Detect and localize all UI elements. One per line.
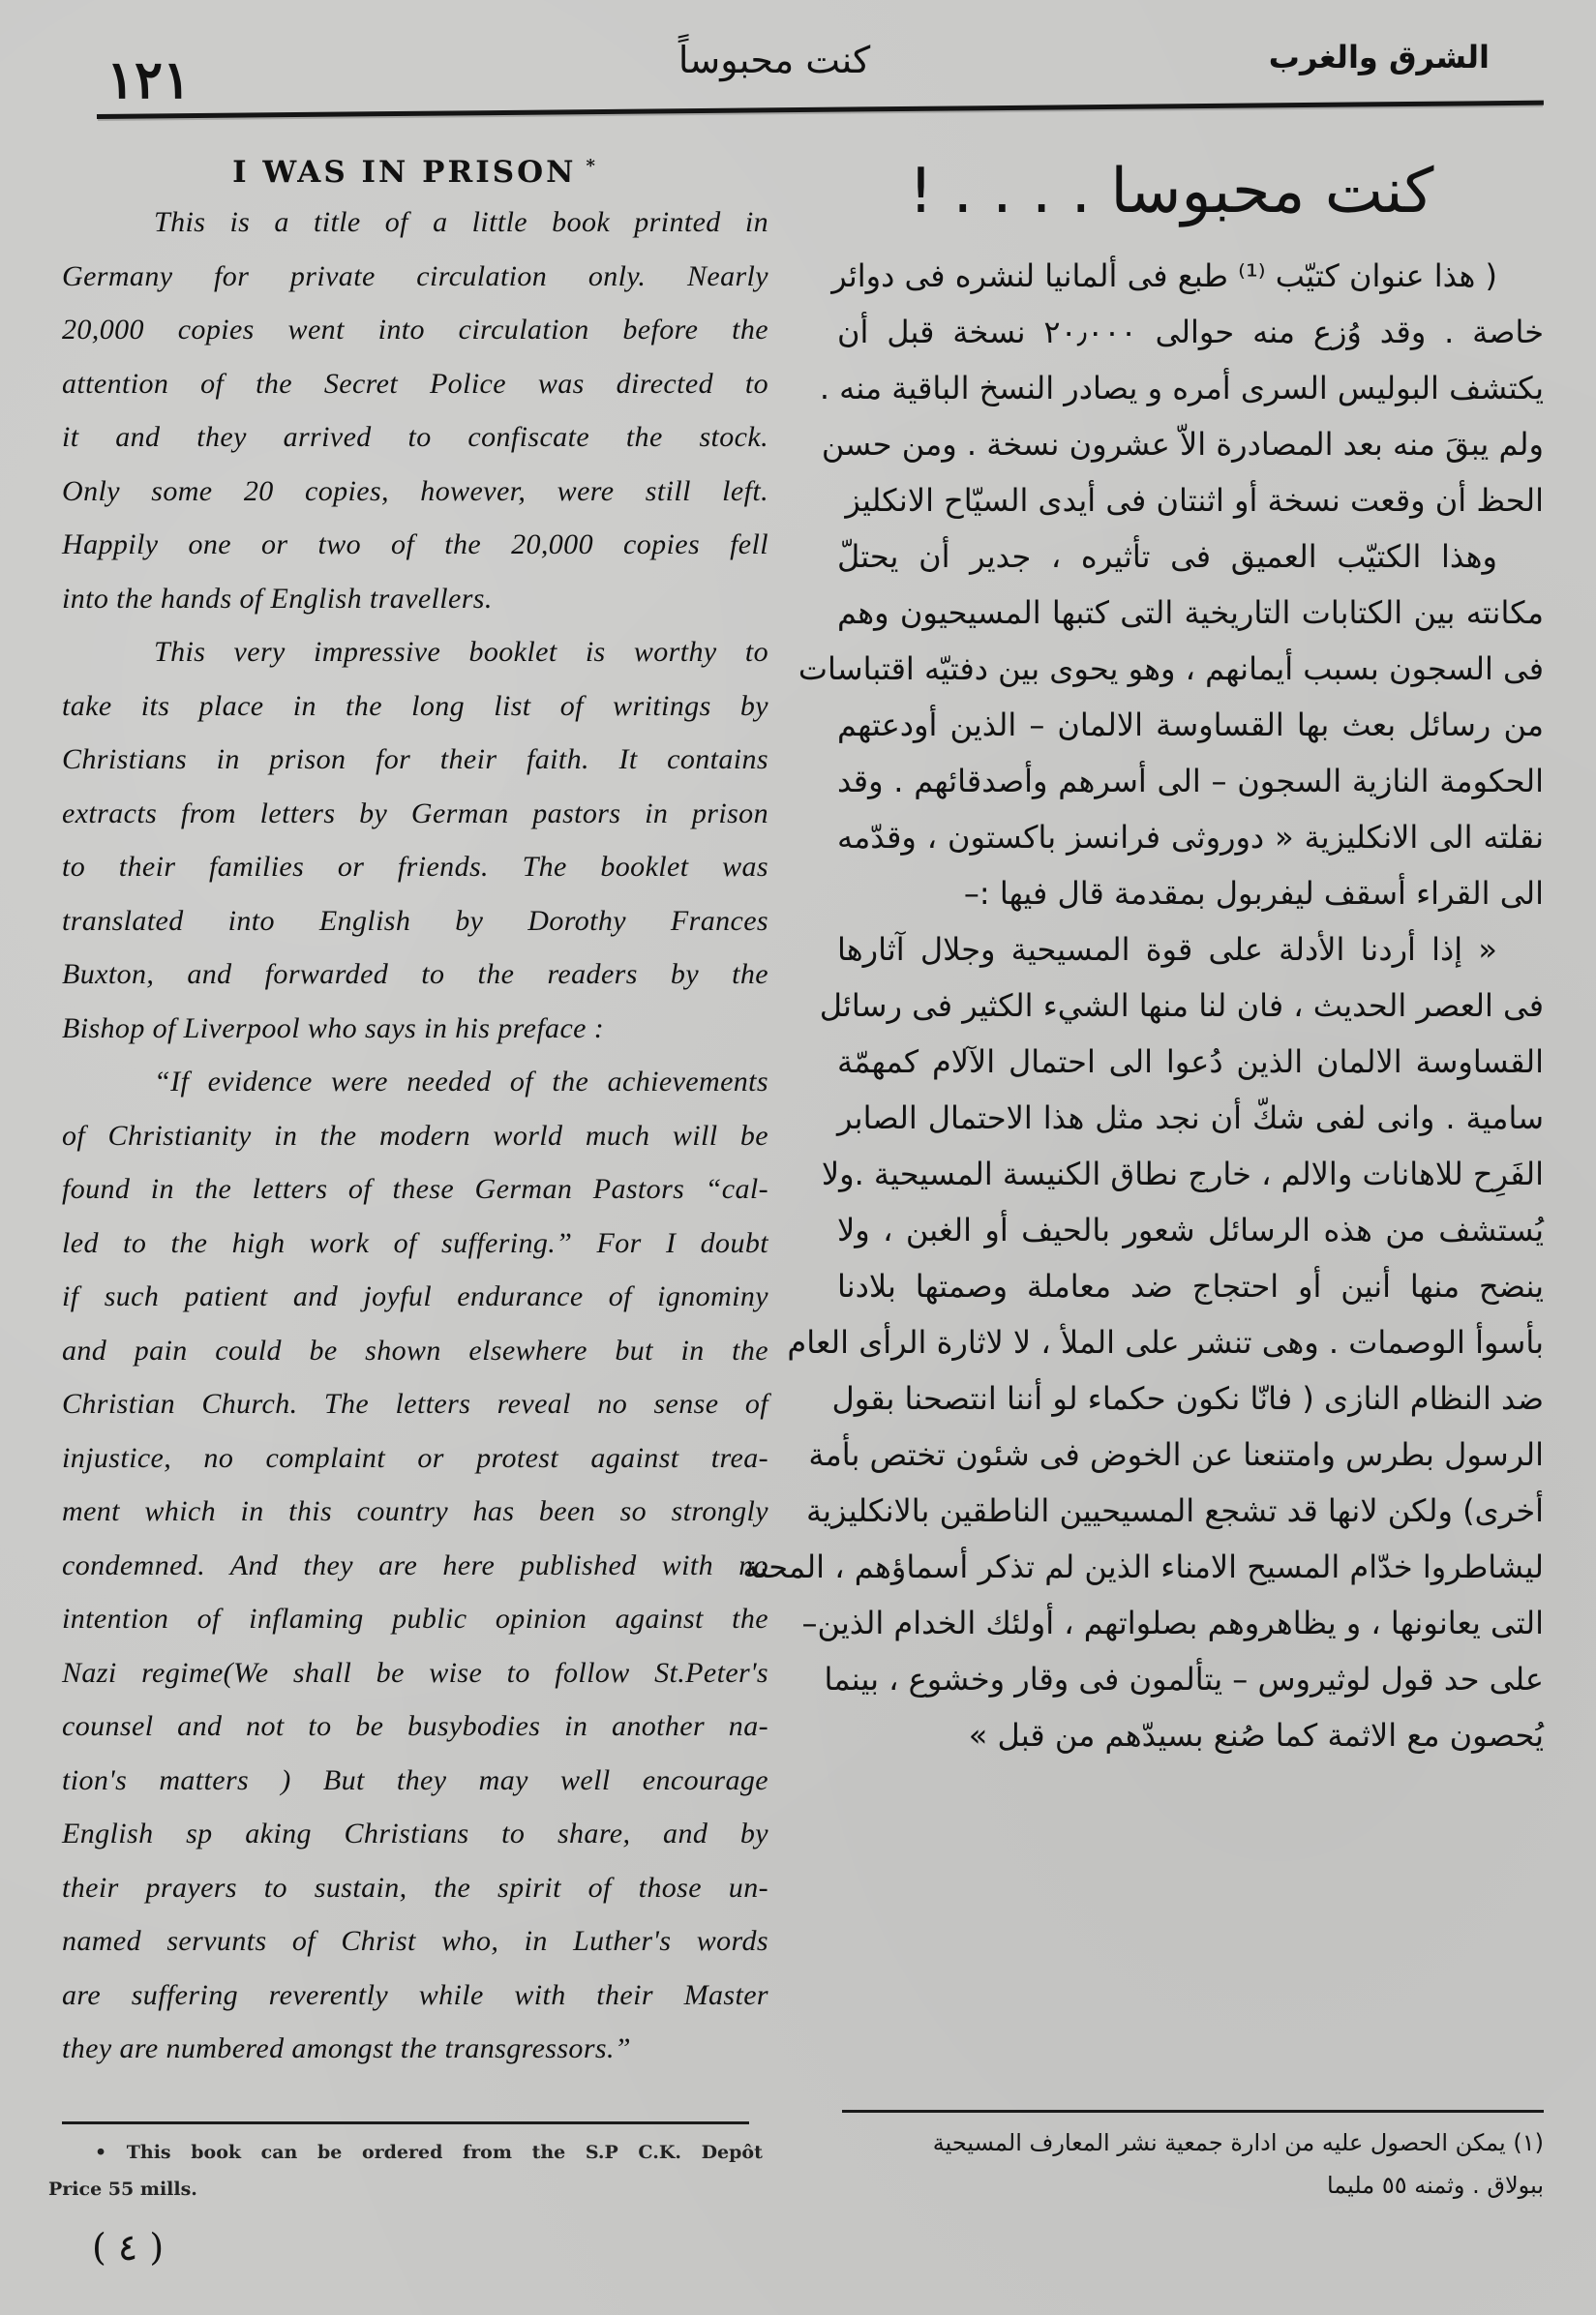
english-paragraph bbox=[62, 1055, 768, 2076]
english-text-line: Buxton, and forwarded to the readers by the bbox=[62, 958, 768, 990]
english-text-line: “If evidence were needed of the achievements bbox=[154, 1066, 768, 1097]
arabic-text-line: ( هذا عنوان كتيّب ⁽¹⁾ طبع فى ألمانيا لنشره فى دوائر bbox=[831, 257, 1497, 294]
english-text-line: tion's matters ) But they may well encourage bbox=[62, 1763, 768, 1796]
arabic-body bbox=[742, 248, 1545, 1763]
arabic-paragraph bbox=[819, 248, 1545, 528]
english-text-line: named servunts of Christ who, in Luther's words bbox=[62, 1925, 768, 1957]
arabic-text-line: سامية . وانى لفى شكّ أن نجد مثل هذا الاحتمال الصابر bbox=[837, 1099, 1544, 1136]
english-body bbox=[62, 195, 768, 2076]
arabic-text-line: ضد النظام النازى ( فانّا نكون حكماء لو أننا انتصحنا بقول bbox=[831, 1380, 1544, 1417]
english-footnote-line: • This book can be ordered from the S.P C.K. Depôt bbox=[95, 2142, 763, 2163]
english-text-line: Bishop of Liverpool who says in his preface : bbox=[62, 1011, 605, 1044]
arabic-text-line: فى السجون بسبب أيمانهم ، وهو يحوى بين دفتيّه اقتباسات bbox=[798, 650, 1544, 687]
arabic-text-line: نقلته الى الانكليزية « دوروثى فرانسز باكستون ، وقدّمه bbox=[837, 819, 1544, 856]
english-text-line: translated into English by Dorothy Frances bbox=[62, 904, 768, 937]
english-text-line: of Christianity in the modern world much will be bbox=[62, 1119, 768, 1152]
english-text-line: This is a title of a little book printed in bbox=[154, 206, 768, 238]
english-text-line: Christians in prison for their faith. It contains bbox=[62, 743, 768, 775]
english-text-line: if such patient and joyful endurance of ignominy bbox=[62, 1280, 768, 1312]
page-number-bottom: ( ٤ ) bbox=[92, 2226, 165, 2269]
arabic-text-line: بأسوأ الوصمات . وهى تنشر على الملأ ، لا لاثارة الرأى العام bbox=[787, 1324, 1544, 1361]
arabic-paragraph bbox=[742, 921, 1544, 1763]
arabic-text-line: يُحصون مع الاثمة كما صُنع بسيدّهم من قبل » bbox=[968, 1717, 1544, 1754]
english-text-line: Nazi regime(We shall be wise to follow St.Peter's bbox=[62, 1656, 768, 1689]
english-text-line: found in the letters of these German Pastors “cal- bbox=[62, 1173, 768, 1205]
title-footnote-marker: * bbox=[586, 155, 598, 176]
english-text-line: led to the high work of suffering.” For I doubt bbox=[62, 1226, 768, 1259]
english-text-line: Christian Church. The letters reveal no sense of bbox=[62, 1388, 768, 1420]
arabic-text-line: وهذا الكتيّب العميق فى تأثيره ، جدير أن يحتلّ bbox=[837, 538, 1497, 575]
arabic-footnote-line: ببولاق . وثمنه ٥٥ مليما bbox=[1326, 2172, 1544, 2199]
english-text-line: extracts from letters by German pastors in prison bbox=[62, 797, 768, 829]
english-text-line: This very impressive booklet is worthy to bbox=[154, 636, 768, 668]
english-text-line: Happily one or two of the 20,000 copies fell bbox=[62, 528, 768, 560]
english-text-line: attention of the Secret Police was directed to bbox=[62, 367, 768, 400]
english-title-text: I WAS IN PRISON bbox=[232, 155, 577, 190]
arabic-text-line: الحكومة النازية السجون – الى أسرهم وأصدقائهم . وقد bbox=[837, 763, 1544, 799]
arabic-text-line: الى القراء أسقف ليفربول بمقدمة قال فيها :– bbox=[963, 875, 1544, 912]
arabic-text-line: فى العصر الحديث ، فان لنا منها الشيء الكثير فى رسائل bbox=[819, 987, 1544, 1024]
arabic-text-line: ينضح منها أنين أو احتجاج ضد معاملة وصمتها بلادنا bbox=[837, 1268, 1544, 1305]
header-rule bbox=[97, 101, 1544, 119]
english-text-line: intention of inflaming public opinion against the bbox=[62, 1603, 768, 1635]
running-title: كنت محبوساً bbox=[678, 39, 871, 81]
english-text-line: ment which in this country has been so strongly bbox=[62, 1495, 768, 1527]
arabic-text-line: الفَرِح للاهانات والالم ، خارج نطاق الكنيسة المسيحية .ولا bbox=[821, 1156, 1544, 1192]
arabic-text-line: على حد قول لوثيروس – يتألمون فى وقار وخشوع ، بينما bbox=[824, 1661, 1544, 1698]
english-paragraph bbox=[62, 195, 768, 625]
english-text-line: to their families or friends. The booklet was bbox=[62, 851, 768, 883]
arabic-text-line: أخرى) ولكن لانها قد تشجع المسيحيين الناطقين بالانكليزية bbox=[805, 1492, 1544, 1529]
page-number-top: ١٢١ bbox=[106, 48, 192, 110]
arabic-paragraph bbox=[798, 528, 1544, 921]
running-header bbox=[0, 0, 1596, 135]
arabic-footnote-rule bbox=[842, 2110, 1544, 2113]
english-column bbox=[62, 145, 768, 2076]
arabic-text-line: التى يعانونها ، و يظاهروهم بصلواتهم ، أولئك الخدام الذين– bbox=[801, 1605, 1544, 1641]
arabic-footnote-line: (١) يمكن الحصول عليه من ادارة جمعية نشر المعارف المسيحية bbox=[932, 2129, 1544, 2156]
arabic-footnote bbox=[842, 2121, 1544, 2207]
english-text-line: injustice, no complaint or protest against trea- bbox=[62, 1441, 768, 1474]
arabic-text-line: مكانته بين الكتابات التاريخية التى كتبها المسيحيون وهم bbox=[837, 594, 1544, 631]
arabic-text-line: « إذا أردنا الأدلة على قوة المسيحية وجلال آثارها bbox=[837, 931, 1497, 968]
arabic-title: كنت محبوسا . . . . ! bbox=[908, 156, 1434, 227]
arabic-text-line: يُستشف من هذه الرسائل شعور بالحيف أو الغبن ، ولا bbox=[837, 1212, 1544, 1248]
english-text-line: Germany for private circulation only. Nearly bbox=[62, 259, 768, 292]
english-text-line: Only some 20 copies, however, were still left. bbox=[62, 474, 768, 507]
english-text-line: and pain could be shown elsewhere but in the bbox=[62, 1334, 768, 1367]
arabic-text-line: يكتشف البوليس السرى أمره و يصادر النسخ الباقية منه . bbox=[819, 370, 1544, 406]
english-text-line: into the hands of English travellers. bbox=[62, 582, 493, 615]
english-paragraph bbox=[62, 625, 768, 1055]
arabic-text-line: الرسول بطرس وامتنعنا عن الخوض فى شئون تختص بأمة bbox=[808, 1436, 1544, 1473]
arabic-text-line: الحظ أن وقعت نسخة أو اثنتان فى أيدى السيّاح الانكليز bbox=[845, 482, 1544, 519]
english-footnote-line: Price 55 mills. bbox=[48, 2179, 197, 2200]
arabic-text-line: من رسائل بعث بها القساوسة الالمان – الذين أودعتهم bbox=[837, 707, 1544, 743]
arabic-text-line: خاصة . وقد وُزع منه حوالى ٢٠٫٠٠٠ نسخة قبل أن bbox=[837, 314, 1545, 350]
arabic-column bbox=[742, 145, 1545, 1763]
english-text-line: 20,000 copies went into circulation before the bbox=[62, 314, 768, 346]
english-footnote-rule bbox=[62, 2121, 749, 2124]
journal-name: الشرق والغرب bbox=[1268, 39, 1490, 75]
english-text-line: take its place in the long list of writings by bbox=[62, 689, 768, 722]
arabic-text-line: القساوسة الالمان الذين دُعوا الى احتمال الآلام كمهمّة bbox=[837, 1043, 1544, 1080]
english-footnote bbox=[48, 2134, 763, 2208]
arabic-text-line: ليشاطروا خدّام المسيح الامناء الذين لم تذكر أسماؤهم ، المحنة bbox=[742, 1548, 1544, 1585]
english-text-line: it and they arrived to confiscate the stock. bbox=[62, 421, 768, 453]
english-text-line: counsel and not to be busybodies in another na- bbox=[62, 1710, 768, 1742]
english-text-line: they are numbered amongst the transgressors.” bbox=[62, 2032, 631, 2064]
english-title bbox=[62, 155, 768, 190]
english-text-line: condemned. And they are here published with no bbox=[62, 1548, 768, 1581]
english-text-line: are suffering reverently while with their Master bbox=[62, 1978, 768, 2011]
english-text-line: English sp aking Christians to share, and by bbox=[62, 1818, 768, 1849]
english-text-line: their prayers to sustain, the spirit of those un- bbox=[62, 1871, 768, 1904]
arabic-text-line: ولم يبقَ منه بعد المصادرة الاّ عشرون نسخة . ومن حسن bbox=[821, 426, 1544, 463]
